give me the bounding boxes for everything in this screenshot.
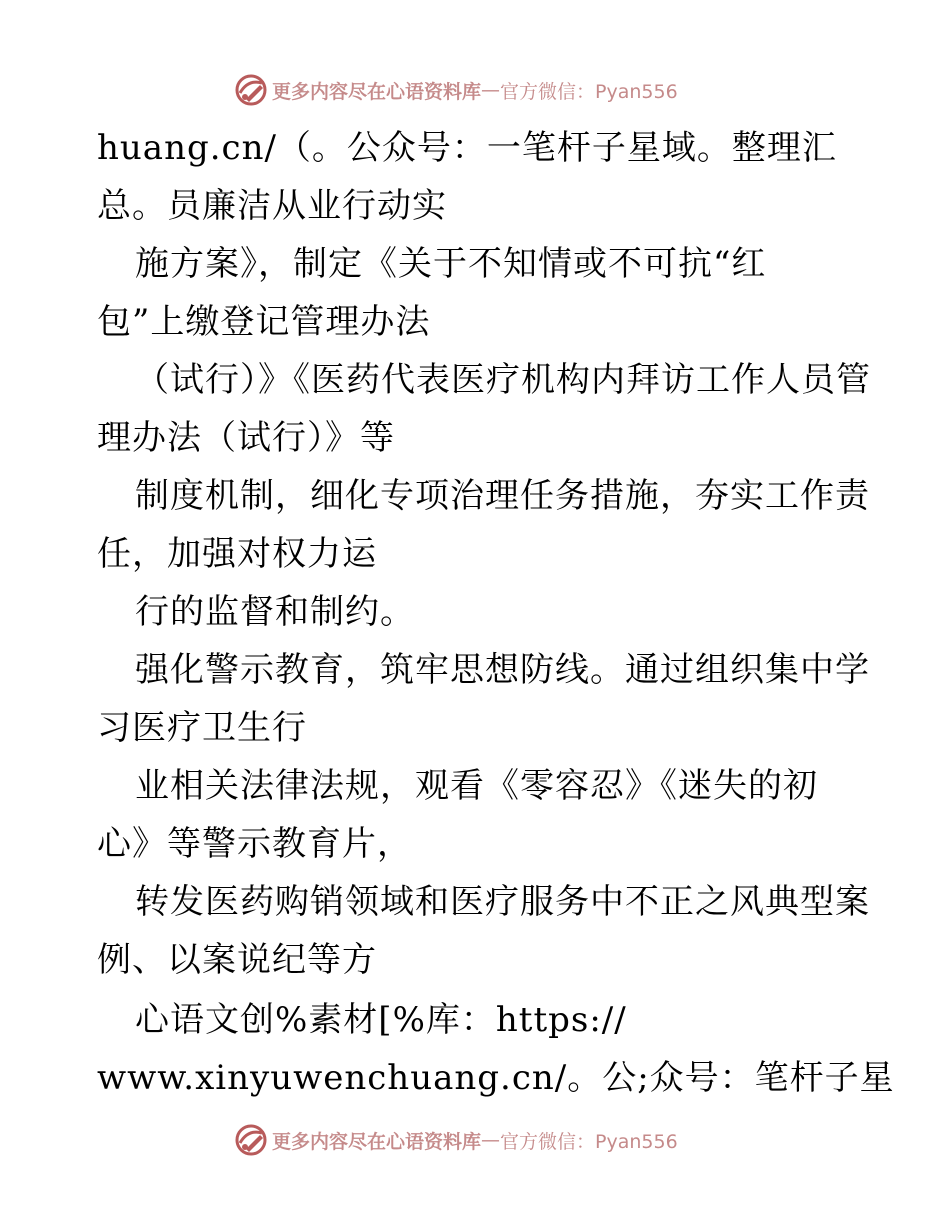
text-line: 任，加强对权力运 [97, 534, 377, 574]
text-line: 例、以案说纪等方 [97, 940, 377, 980]
footer-banner [0, 1120, 950, 1160]
text-line: www.xinyuwenchuang.cn/。公;众号：笔杆子星 [97, 1058, 895, 1098]
banner-separator: — [481, 1129, 501, 1151]
banner-title: 更多内容尽在心语资料库 [272, 1130, 482, 1153]
text-line: 行的监督和制约。 [135, 592, 415, 632]
header-banner-content [234, 70, 678, 110]
banner-title: 更多内容尽在心语资料库 [272, 80, 482, 103]
text-line: 业相关法律法规，观看《零容忍》《迷失的初 [135, 766, 818, 806]
text-line: 包”上缴登记管理办法 [97, 302, 431, 342]
banner-contact: 官方微信：Pyan556 [500, 80, 678, 103]
banner-separator: — [481, 79, 501, 101]
text-line: 理办法（试行）》等 [97, 418, 395, 458]
text-line: 转发医药购销领域和医疗服务中不正之风典型案 [135, 882, 870, 922]
text-line: 总。员廉洁从业行动实 [97, 186, 447, 226]
text-line: 习医疗卫生行 [97, 708, 307, 748]
brush-logo-icon [234, 73, 268, 107]
text-line: 心》等警示教育片， [97, 824, 412, 864]
text-line: 心语文创%素材[%库：https:// [135, 1000, 627, 1040]
brush-logo-icon [234, 1123, 268, 1157]
banner-contact: 官方微信：Pyan556 [500, 1130, 678, 1153]
text-line: 施方案》，制定《关于不知情或不可抗“红 [135, 244, 767, 284]
text-line: huang.cn/（。公众号：一笔杆子星域。整理汇 [97, 128, 837, 168]
text-line: 制度机制，细化专项治理任务措施，夯实工作责 [135, 476, 870, 516]
footer-banner-content [234, 1120, 678, 1160]
text-line: 强化警示教育，筑牢思想防线。通过组织集中学 [135, 650, 870, 690]
header-banner [0, 70, 950, 110]
text-line: （试行）》《医药代表医疗机构内拜访工作人员管 [135, 360, 871, 400]
